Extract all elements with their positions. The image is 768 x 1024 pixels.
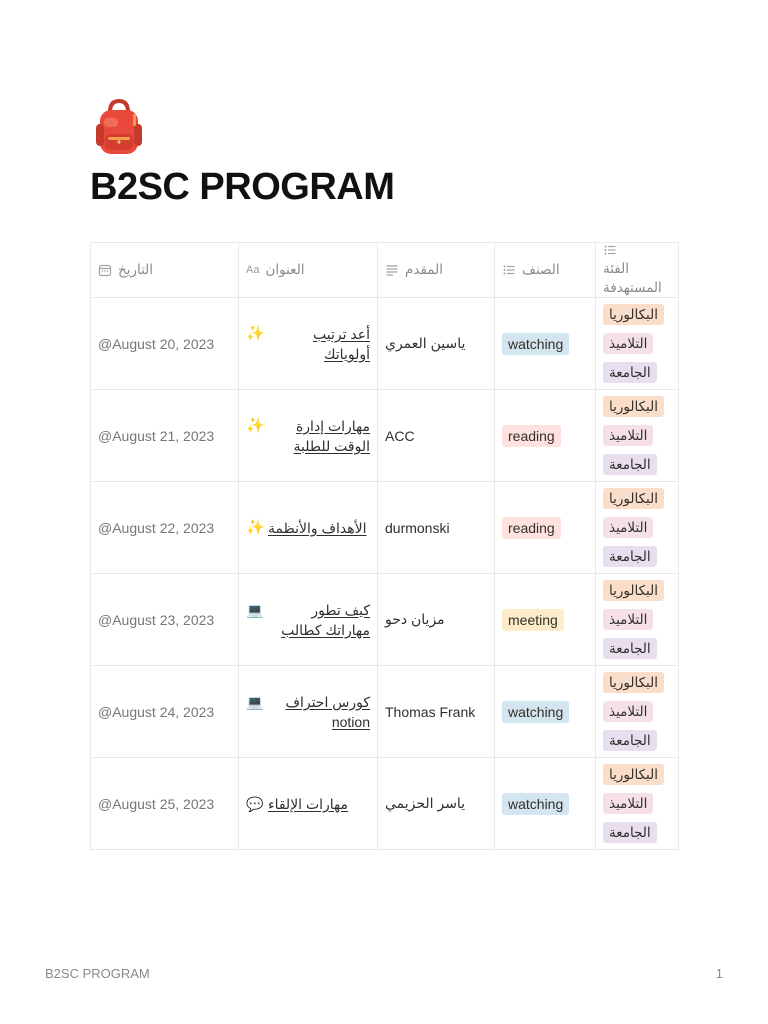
- date-cell[interactable]: [91, 574, 239, 666]
- laptop-icon: 💻: [246, 693, 264, 710]
- title-cell[interactable]: [239, 390, 378, 482]
- title-cell[interactable]: [239, 298, 378, 390]
- type-cell[interactable]: [495, 574, 596, 666]
- column-label-presenter: المقدم: [405, 262, 443, 277]
- audience-tag: البكالوريا: [603, 304, 664, 325]
- page-title-link[interactable]: أعد ترتيب أولوياتك: [313, 325, 370, 362]
- audience-cell[interactable]: [596, 298, 679, 390]
- date-cell[interactable]: [91, 666, 239, 758]
- title-cell[interactable]: [239, 482, 378, 574]
- presenter-cell[interactable]: [378, 298, 495, 390]
- column-header-title[interactable]: [239, 243, 378, 298]
- list-icon: [502, 263, 516, 277]
- database-table: [90, 242, 679, 850]
- date-cell[interactable]: [91, 758, 239, 850]
- type-badge: watching: [502, 333, 569, 355]
- date-mention[interactable]: @August 25, 2023: [98, 795, 215, 812]
- type-badge: watching: [502, 793, 569, 815]
- date-mention[interactable]: @August 23, 2023: [98, 611, 215, 628]
- title-cell[interactable]: [239, 574, 378, 666]
- audience-tag: البكالوريا: [603, 672, 664, 693]
- table-row[interactable]: [91, 666, 679, 758]
- sparkles-icon: ✨: [246, 324, 265, 342]
- page-title-link[interactable]: كيف تطور مهاراتك كطالب: [281, 601, 370, 638]
- text-lines-icon: [385, 263, 399, 277]
- title-cell[interactable]: [239, 666, 378, 758]
- audience-tag: البكالوريا: [603, 488, 664, 509]
- column-header-audience[interactable]: [596, 243, 679, 298]
- page-title-link[interactable]: كورس احتراف notion: [285, 693, 370, 730]
- audience-tag: التلاميذ: [603, 793, 653, 814]
- type-badge: reading: [502, 425, 561, 447]
- sparkles-icon: ✨: [246, 518, 265, 536]
- presenter-name: Thomas Frank: [385, 703, 476, 720]
- audience-tag: الجامعة: [603, 362, 657, 383]
- page-number: 1: [715, 966, 723, 981]
- title-cell[interactable]: [239, 758, 378, 850]
- audience-tag: الجامعة: [603, 454, 657, 475]
- page-title-link[interactable]: مهارات الإلقاء: [268, 795, 349, 812]
- type-badge: meeting: [502, 609, 564, 631]
- type-cell[interactable]: [495, 298, 596, 390]
- presenter-name: ACC: [385, 427, 415, 444]
- presenter-cell[interactable]: [378, 574, 495, 666]
- list-icon: [603, 243, 617, 257]
- audience-tag: التلاميذ: [603, 425, 653, 446]
- audience-tag: التلاميذ: [603, 517, 653, 538]
- page-title-link[interactable]: الأهداف والأنظمة: [268, 519, 367, 536]
- column-header-presenter[interactable]: [378, 243, 495, 298]
- column-label-type: الصنف: [522, 262, 560, 277]
- calendar-icon: [98, 263, 112, 277]
- audience-cell[interactable]: [596, 758, 679, 850]
- audience-cell[interactable]: [596, 666, 679, 758]
- presenter-name: ياسر الحزيمي: [385, 795, 466, 811]
- table-row[interactable]: [91, 298, 679, 390]
- audience-tag: الجامعة: [603, 638, 657, 659]
- date-mention[interactable]: @August 20, 2023: [98, 335, 215, 352]
- footer-title: B2SC PROGRAM: [45, 966, 150, 981]
- page-title-link[interactable]: مهارات إدارة الوقت للطلبة: [293, 417, 370, 454]
- speech-bubble-icon: 💬: [246, 795, 264, 812]
- date-mention[interactable]: @August 24, 2023: [98, 703, 215, 720]
- column-header-type[interactable]: [495, 243, 596, 298]
- presenter-cell[interactable]: [378, 390, 495, 482]
- table-row[interactable]: [91, 390, 679, 482]
- audience-tag: البكالوريا: [603, 764, 664, 785]
- audience-cell[interactable]: [596, 390, 679, 482]
- date-cell[interactable]: [91, 390, 239, 482]
- audience-cell[interactable]: [596, 482, 679, 574]
- type-cell[interactable]: [495, 758, 596, 850]
- sparkles-icon: ✨: [246, 416, 265, 434]
- column-header-date[interactable]: [91, 243, 239, 298]
- audience-tag: التلاميذ: [603, 609, 653, 630]
- audience-tag: الجامعة: [603, 546, 657, 567]
- type-cell[interactable]: [495, 390, 596, 482]
- audience-tag: البكالوريا: [603, 396, 664, 417]
- column-label-audience: الفئة المستهدفة: [603, 261, 662, 295]
- table-row[interactable]: [91, 482, 679, 574]
- column-label-date: التاريخ: [118, 262, 154, 277]
- presenter-cell[interactable]: [378, 758, 495, 850]
- type-badge: reading: [502, 517, 561, 539]
- audience-tag: الجامعة: [603, 822, 657, 843]
- type-cell[interactable]: [495, 482, 596, 574]
- presenter-name: durmonski: [385, 519, 450, 536]
- date-cell[interactable]: [91, 298, 239, 390]
- column-label-title: العنوان: [265, 262, 305, 277]
- date-cell[interactable]: [91, 482, 239, 574]
- laptop-icon: 💻: [246, 601, 264, 618]
- audience-tag: التلاميذ: [603, 701, 653, 722]
- date-mention[interactable]: @August 21, 2023: [98, 427, 215, 444]
- presenter-name: ياسين العمري: [385, 335, 466, 351]
- audience-tag: البكالوريا: [603, 580, 664, 601]
- audience-cell[interactable]: [596, 574, 679, 666]
- date-mention[interactable]: @August 22, 2023: [98, 519, 215, 536]
- text-aa-icon: Aa: [246, 264, 260, 276]
- table-row[interactable]: [91, 758, 679, 850]
- presenter-name: مزيان دحو: [385, 611, 445, 627]
- type-badge: watching: [502, 701, 569, 723]
- presenter-cell[interactable]: [378, 482, 495, 574]
- backpack-icon: [90, 98, 148, 158]
- page-title: B2SC PROGRAM: [90, 166, 395, 208]
- type-cell[interactable]: [495, 666, 596, 758]
- audience-tag: الجامعة: [603, 730, 657, 751]
- table-header-row: [91, 243, 679, 298]
- audience-tag: التلاميذ: [603, 333, 653, 354]
- presenter-cell[interactable]: [378, 666, 495, 758]
- table-row[interactable]: [91, 574, 679, 666]
